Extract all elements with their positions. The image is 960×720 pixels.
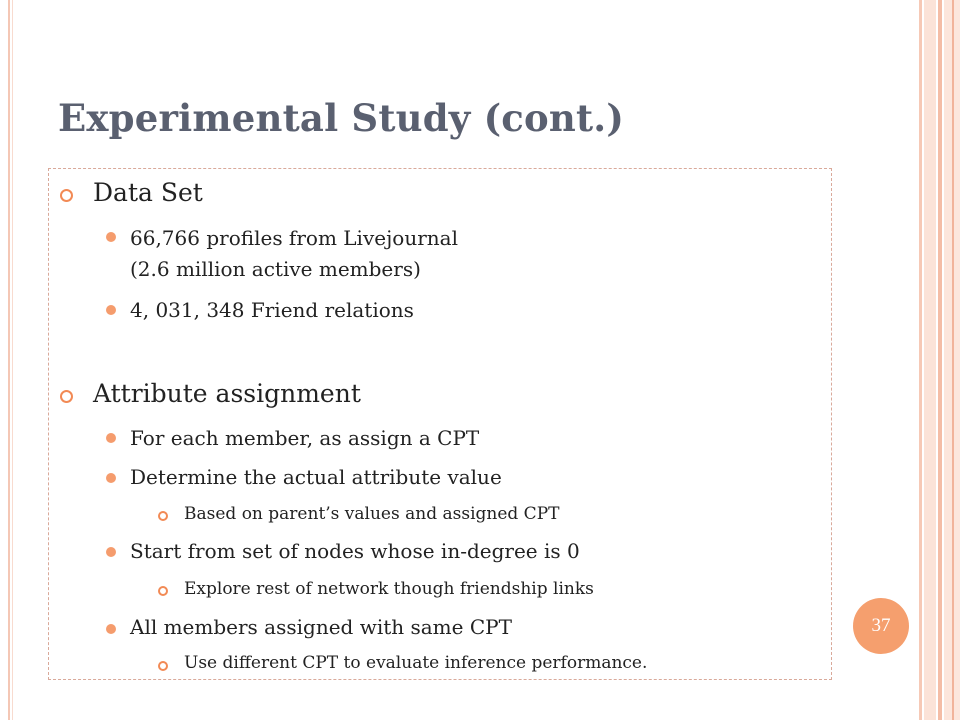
bullet-friend-relations: 4, 031, 348 Friend relations <box>130 298 414 322</box>
dot-bullet-icon <box>106 473 116 483</box>
bullet-same-cpt: All members assigned with same CPT <box>130 615 512 639</box>
sub-bullet-explore-network: Explore rest of network though friendship links <box>184 579 594 599</box>
left-border-line <box>8 0 10 720</box>
slide-title: Experimental Study (cont.) <box>58 96 625 140</box>
ring-bullet-icon <box>60 189 73 202</box>
bullet-determine-value: Determine the actual attribute value <box>130 465 502 489</box>
ring-bullet-icon <box>60 390 73 403</box>
page-number-badge: 37 <box>853 598 909 654</box>
bullet-profiles-line2: (2.6 million active members) <box>130 257 421 281</box>
dot-bullet-icon <box>106 232 116 242</box>
right-decor-stripe <box>952 0 954 720</box>
bullet-profiles-line1: 66,766 profiles from Livejournal <box>130 226 458 250</box>
right-decor-stripe <box>938 0 942 720</box>
left-border-line-inner <box>12 0 13 720</box>
right-decor-stripe <box>919 0 922 720</box>
dot-bullet-icon <box>106 547 116 557</box>
section-heading-attribute-assignment: Attribute assignment <box>93 379 361 408</box>
ring-bullet-icon <box>158 661 168 671</box>
ring-bullet-icon <box>158 511 168 521</box>
bullet-start-nodes: Start from set of nodes whose in-degree is 0 <box>130 539 580 563</box>
sub-bullet-different-cpt: Use different CPT to evaluate inference performance. <box>184 653 648 673</box>
dot-bullet-icon <box>106 305 116 315</box>
ring-bullet-icon <box>158 586 168 596</box>
section-heading-data-set: Data Set <box>93 178 203 207</box>
bullet-assign-cpt: For each member, as assign a CPT <box>130 426 480 450</box>
sub-bullet-parent-values: Based on parent’s values and assigned CPT <box>184 504 560 524</box>
dot-bullet-icon <box>106 433 116 443</box>
dot-bullet-icon <box>106 624 116 634</box>
bullet-profiles <box>130 223 458 285</box>
right-decor-stripe <box>924 0 936 720</box>
